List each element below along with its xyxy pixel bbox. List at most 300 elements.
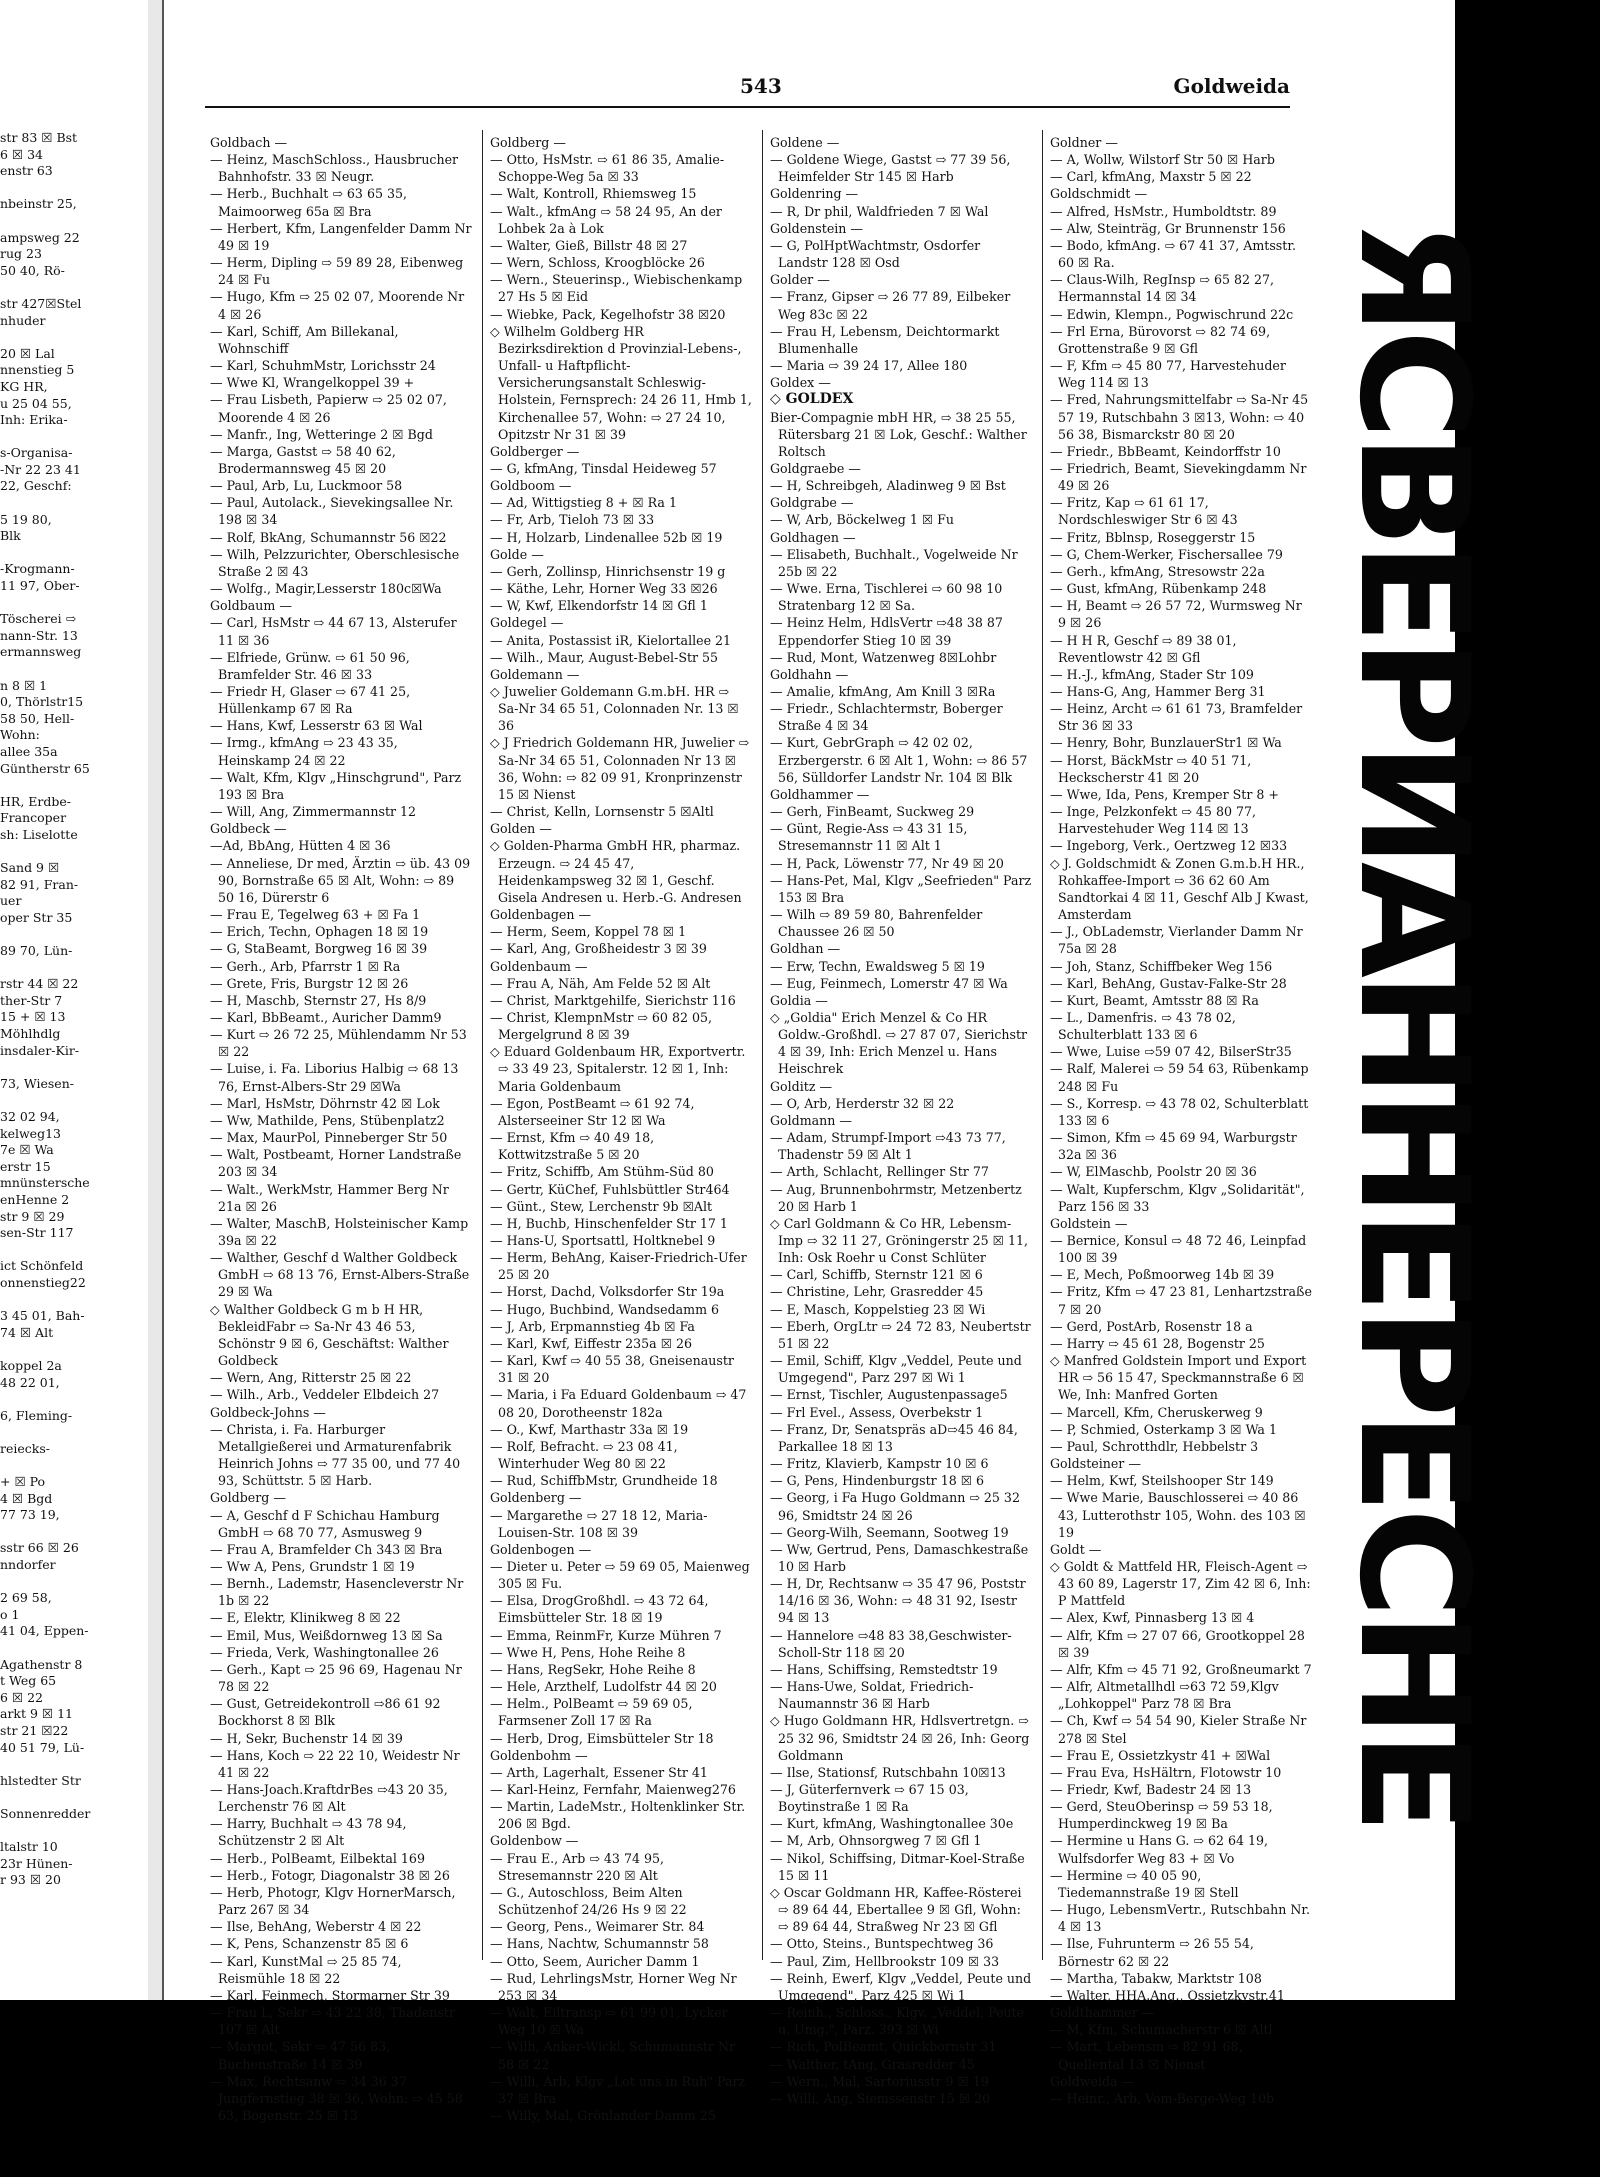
directory-entry: — Willi, Arb, Klgv „Lot uns in Ruh" Parz 37 ☒ Bra xyxy=(490,2073,746,2106)
directory-entry: — H, Schreibgeh, Aladinweg 9 ☒ Bst xyxy=(770,478,1006,494)
directory-entry: — Marcell, Kfm, Cheruskerweg 9 xyxy=(1050,1404,1263,1420)
prev-page-line: -Krogmann- xyxy=(0,561,75,577)
directory-entry: — O., Kwf, Marthastr 33a ☒ 19 xyxy=(490,1421,689,1437)
directory-entry: — Elfriede, Grünw. ⇨ 61 50 96, Bramfelder Str. 46 ☒ 33 xyxy=(210,649,410,682)
directory-entry: — Otto, HsMstr. ⇨ 61 86 35, Amalie-Schoppe-Weg 5a ☒ 33 xyxy=(490,152,725,185)
directory-entry: — Georg, Pens., Weimarer Str. 84 xyxy=(490,1919,705,1935)
directory-entry: ◇ Oscar Goldmann HR, Kaffee-Rösterei ⇨ 89 64 44, Ebertallee 9 ☒ Gfl, Wohn: ⇨ 89 64 44, Straßweg Nr 23 ☒ Gfl xyxy=(770,1884,1022,1935)
surname-heading: Goldenbow — xyxy=(490,1833,579,1849)
directory-entry: — Karl, BbBeamt., Auricher Damm9 xyxy=(210,1009,442,1025)
directory-entry: — Frau L, Sekr ⇨ 43 22 38, Thadenstr 107 ☒ Alt xyxy=(210,2005,455,2038)
prev-page-line: 15 + ☒ 13 xyxy=(0,1009,66,1025)
surname-heading: Goldstein — xyxy=(1050,1215,1128,1231)
directory-entry: — Gerh, FinBeamt, Suckweg 29 xyxy=(770,804,975,820)
directory-entry: — Gertr, KüChef, Fuhlsbüttler Str464 xyxy=(490,1181,730,1197)
prev-page-line: 5 19 80, xyxy=(0,511,52,527)
directory-entry: — Wolfg., Magir,Lesserstr 180c☒Wa xyxy=(210,581,442,597)
directory-entry: — W, Kwf, Elkendorfstr 14 ☒ Gfl 1 xyxy=(490,598,708,614)
prev-page-line: nann-Str. 13 xyxy=(0,627,78,643)
directory-entry: — H, Dr, Rechtsanw ⇨ 35 47 96, Poststr 14/16 ☒ 36, Wohn: ⇨ 48 31 92, Isestr 94 ☒ 13 xyxy=(770,1576,1026,1626)
directory-entry: — Frau Eva, HsHältrn, Flotowstr 10 xyxy=(1050,1764,1282,1780)
prev-page-line: Wohn: xyxy=(0,727,40,743)
prev-page-line: sstr 66 ☒ 26 xyxy=(0,1540,79,1556)
directory-entry: — S., Korresp. ⇨ 43 78 02, Schulterblatt 133 ☒ 6 xyxy=(1050,1095,1309,1128)
directory-entry: — Helm., PolBeamt ⇨ 59 69 05, Farmsener Zoll 17 ☒ Ra xyxy=(490,1696,693,1729)
directory-entry: — Fr, Arb, Tieloh 73 ☒ 33 xyxy=(490,512,655,528)
surname-heading: Goldberger — xyxy=(490,443,580,459)
directory-entry: ◇ Carl Goldmann & Co HR, Lebensm-Imp ⇨ 32 11 27, Gröningerstr 25 ☒ 11, Inh: Osk Roehr u Const Schlüter xyxy=(770,1215,1028,1266)
directory-entry: — H, Pack, Löwenstr 77, Nr 49 ☒ 20 xyxy=(770,855,1004,871)
prev-page-line: 6 ☒ 22 xyxy=(0,1689,44,1705)
directory-entry: — Wilh, Pelzzurichter, Oberschlesische Straße 2 ☒ 43 xyxy=(210,546,460,579)
surname-heading: Goldgrabe — xyxy=(770,495,854,511)
directory-entry: — Heinz Helm, HdlsVertr ⇨48 38 87 Eppendorfer Stieg 10 ☒ 39 xyxy=(770,615,1003,648)
prev-page-line: 58 50, Hell- xyxy=(0,710,75,726)
directory-entry: ◇ GOLDEX xyxy=(770,391,854,408)
directory-entry: — H.-J., kfmAng, Stader Str 109 xyxy=(1050,666,1254,682)
directory-entry: — Wilh., Maur, August-Bebel-Str 55 xyxy=(490,649,719,665)
directory-entry: — Gerh, Zollinsp, Hinrichsenstr 19 g xyxy=(490,563,726,579)
prev-page-line: kelweg13 xyxy=(0,1125,61,1141)
directory-entry: — Frl Erna, Bürovorst ⇨ 82 74 69, Grottenstraße 9 ☒ Gfl xyxy=(1050,323,1271,356)
prev-page-line xyxy=(0,1341,145,1358)
directory-entry: — Alw, Steinträg, Gr Brunnenstr 156 xyxy=(1050,220,1286,236)
directory-entry: — Christa, i. Fa. Harburger Metallgießerei und Armaturenfabrik Heinrich Johns ⇨ 77 35 00, und 77 40 93, Schüttstr. 5 ☒ Harb. xyxy=(210,1421,461,1489)
prev-page-line xyxy=(0,927,145,944)
directory-entry: ◇ Juwelier Goldemann G.m.bH. HR ⇨ Sa-Nr 34 65 51, Colonnaden Nr. 13 ☒ 36 xyxy=(490,684,739,734)
prev-page-line: nnenstieg 5 xyxy=(0,362,75,378)
directory-entry: — Egon, PostBeamt ⇨ 61 92 74, Alsterseeiner Str 12 ☒ Wa xyxy=(490,1095,695,1128)
directory-entry: — Heinr., Arb, Vom-Berge-Weg 10b xyxy=(1050,2090,1275,2106)
directory-entry: — Eug, Feinmech, Lomerstr 47 ☒ Wa xyxy=(770,975,1008,991)
directory-entry: — Hans-Uwe, Soldat, Friedrich-Naumannstr 36 ☒ Harb xyxy=(770,1679,974,1712)
directory-entry: — K, Pens, Schanzenstr 85 ☒ 6 xyxy=(210,1936,409,1952)
directory-entry: — Fritz, Schiffb, Am Stühm-Süd 80 xyxy=(490,1164,714,1180)
surname-heading: Goldner — xyxy=(1050,135,1118,150)
directory-entry: — Emil, Schiff, Klgv „Veddel, Peute und Umgegend", Parz 297 ☒ Wi 1 xyxy=(770,1353,1022,1386)
directory-entry: ◇ Wilhelm Goldberg HR Bezirksdirektion d Provinzial-Lebens-, Unfall- u Haftpflicht-Versicherungsanstalt Schleswig-Holstein, Fernsprech: 24 26 11, Hmb 1, Kirchenallee 57, Wohn: ⇨ 27 24 10, Opitzstr Nr 31 ☒ 39 xyxy=(490,323,752,442)
directory-entry: — H, Beamt ⇨ 26 57 72, Wurmsweg Nr 9 ☒ 26 xyxy=(1050,598,1302,631)
directory-entry: — Friedr., BbBeamt, Keindorffstr 10 xyxy=(1050,443,1281,459)
directory-entry: — Käthe, Lehr, Horner Weg 33 ☒26 xyxy=(490,581,718,597)
surname-heading: Goldt — xyxy=(1050,1541,1102,1557)
directory-entry: — Claus-Wilh, RegInsp ⇨ 65 82 27, Hermannstal 14 ☒ 34 xyxy=(1050,272,1275,305)
surname-heading: Goldene — xyxy=(770,135,840,150)
prev-page-line: 20 ☒ Lal xyxy=(0,345,55,361)
directory-entry: — Amalie, kfmAng, Am Knill 3 ☒Ra xyxy=(770,684,996,699)
prev-page-line: arkt 9 ☒ 11 xyxy=(0,1706,74,1722)
directory-entry: — Paul, Autolack., Sievekingsallee Nr. 198 ☒ 34 xyxy=(210,495,454,528)
directory-entry: — Hugo, Buchbind, Wandsedamm 6 xyxy=(490,1301,720,1317)
directory-entry: — G, Chem-Werker, Fischersallee 79 xyxy=(1050,546,1283,562)
directory-entry: — Walt, Kontroll, Rhiemsweg 15 xyxy=(490,186,697,202)
directory-entry: — Ww A, Pens, Grundstr 1 ☒ 19 xyxy=(210,1558,415,1574)
directory-entry: — Carl, kfmAng, Maxstr 5 ☒ 22 xyxy=(1050,169,1252,185)
directory-entry: — Fritz, Kap ⇨ 61 61 17, Nordschleswiger Str 6 ☒ 43 xyxy=(1050,495,1238,528)
prev-page-line: nndorfer xyxy=(0,1557,56,1573)
directory-entry: — Inge, Pelzkonfekt ⇨ 45 80 77, Harvestehuder Weg 114 ☒ 13 xyxy=(1050,804,1257,837)
prev-page-line xyxy=(0,844,145,861)
directory-entry: — Heinz, MaschSchloss., Hausbrucher Bahnhofstr. 33 ☒ Neugr. xyxy=(210,152,459,185)
page-header xyxy=(205,66,1290,106)
prev-page-line: 40 51 79, Lü- xyxy=(0,1739,85,1755)
directory-entry: — Ch, Kwf ⇨ 54 54 90, Kieler Straße Nr 278 ☒ Stel xyxy=(1050,1713,1307,1746)
prev-page-line xyxy=(0,1059,145,1076)
directory-entry: ◇ Hugo Goldmann HR, Hdlsvertretgn. ⇨ 25 32 96, Smidtstr 24 ☒ 26, Inh: Georg Goldmann xyxy=(770,1713,1030,1763)
prev-page-line: -Nr 22 23 41 xyxy=(0,461,81,477)
surname-heading: Goldmann — xyxy=(770,1112,853,1128)
prev-page-line: 0, Thörlstr15 xyxy=(0,694,84,710)
surname-heading: Goldthammer — xyxy=(1050,2005,1155,2021)
directory-entry: — Aug, Brunnenbohrmstr, Metzenbertz 20 ☒ Harb 1 xyxy=(770,1181,1022,1214)
directory-entry: — A, Geschf d F Schichau Hamburg GmbH ⇨ 68 70 77, Asmusweg 9 xyxy=(210,1507,440,1540)
directory-entry: — Friedr, Kwf, Badestr 24 ☒ 13 xyxy=(1050,1782,1252,1797)
directory-entry: — Karl, KunstMal ⇨ 25 85 74, Reismühle 18 ☒ 22 xyxy=(210,1953,402,1986)
prev-page-line: ict Schönfeld xyxy=(0,1258,84,1274)
directory-entry: — Walt, Kupferschm, Klgv „Solidarität", Parz 156 ☒ 33 xyxy=(1050,1181,1305,1214)
directory-entry: — Kurt, GebrGraph ⇨ 42 02 02, Erzbergerstr. 6 ☒ Alt 1, Wohn: ⇨ 86 57 56, Sülldorfer Landstr Nr. 104 ☒ Blk xyxy=(770,735,1028,785)
surname-heading: Goldhagen — xyxy=(770,529,856,545)
prev-page-line: reiecks- xyxy=(0,1440,50,1456)
directory-entry: — Hans-Joach.KraftdrBes ⇨43 20 35, Lerchenstr 76 ☒ Alt xyxy=(210,1782,448,1815)
directory-entry: — Georg, i Fa Hugo Goldmann ⇨ 25 32 96, Smidtstr 24 ☒ 26 xyxy=(770,1490,1020,1523)
prev-page-line: Möhlhdlg xyxy=(0,1026,61,1042)
directory-entry: — Herb, Drog, Eimsbütteler Str 18 xyxy=(490,1730,714,1746)
prev-page-line xyxy=(0,329,145,346)
header-rule xyxy=(205,106,1290,108)
prev-page-line: koppel 2a xyxy=(0,1357,62,1373)
directory-entry: — Paul, Zim, Hellbrookstr 109 ☒ 33 xyxy=(770,1953,1000,1969)
directory-entry: — Gust, Getreidekontroll ⇨86 61 92 Bockhorst 8 ☒ Blk xyxy=(210,1696,441,1729)
prev-page-line xyxy=(0,595,145,612)
directory-entry: — Hermine u Hans G. ⇨ 62 64 19, Wulfsdorfer Weg 83 + ☒ Vo xyxy=(1050,1833,1269,1866)
prev-page-line: str 427☒Stel xyxy=(0,295,82,311)
directory-entry: — Reinh, Ewerf, Klgv „Veddel, Peute und Umgegend", Parz 425 ☒ Wi 1 xyxy=(770,1970,1032,2003)
directory-entry: — Fred, Nahrungsmittelfabr ⇨ Sa-Nr 45 57 19, Rutschbahn 3 ☒13, Wohn: ⇨ 40 56 38, Bismarckstr 80 ☒ 20 xyxy=(1050,392,1309,442)
directory-entry: — Christ, KlempnMstr ⇨ 60 82 05, Mergelgrund 8 ☒ 39 xyxy=(490,1009,713,1043)
surname-heading: Golde — xyxy=(490,546,544,562)
prev-page-line: oper Str 35 xyxy=(0,909,73,925)
directory-entry: — H H R, Geschf ⇨ 89 38 01, Reventlowstr 42 ☒ Gfl xyxy=(1050,632,1237,665)
surname-heading: Goldbach — xyxy=(210,135,288,150)
directory-entry: — Wwe Kl, Wrangelkoppel 39 + xyxy=(210,375,415,391)
directory-entry: — Simon, Kfm ⇨ 45 69 94, Warburgstr 32a ☒ 36 xyxy=(1050,1130,1297,1163)
directory-entry: — Fritz, Bblnsp, Roseggerstr 15 xyxy=(1050,529,1256,545)
prev-page-line: Sonnenredder xyxy=(0,1805,91,1821)
directory-entry: — Eberh, OrgLtr ⇨ 24 72 83, Neubertstr 51 ☒ 22 xyxy=(770,1318,1031,1351)
column-divider xyxy=(1042,130,1043,1960)
column-divider xyxy=(762,130,763,1960)
directory-entry: — Max, Rechtsanw ⇨ 34 36 37 Jungfernstieg 38 ☒ 36, Wohn: ⇨ 45 58 63, Bogenstr. 25 ☒ 13 xyxy=(210,2073,463,2123)
directory-entry: — Frau E., Arb ⇨ 43 74 95, Stresemannstr 220 ☒ Alt xyxy=(490,1850,665,1883)
directory-entry: — Edwin, Klempn., Pogwischrund 22c xyxy=(1050,306,1294,322)
prev-page-line: Blk xyxy=(0,528,21,544)
directory-entry: — Rolf, Befracht. ⇨ 23 08 41, Winterhuder Weg 80 ☒ 22 xyxy=(490,1438,678,1472)
directory-entry: — J., ObLademstr, Vierlander Damm Nr 75a ☒ 28 xyxy=(1050,924,1303,957)
directory-entry: — E, Mech, Poßmoorweg 14b ☒ 39 xyxy=(1050,1267,1275,1283)
prev-page-line: sh: Liselotte xyxy=(0,826,78,842)
directory-entry: — Ww, Gertrud, Pens, Damaschkestraße 10 ☒ Harb xyxy=(770,1541,1029,1574)
surname-heading: Goldenbogen — xyxy=(490,1541,592,1557)
prev-page-line xyxy=(0,545,145,562)
directory-entry: — Irmg., kfmAng ⇨ 23 43 35, Heinskamp 24 ☒ 22 xyxy=(210,735,398,768)
directory-entry: — Rud, SchiffbMstr, Grundheide 18 xyxy=(490,1473,718,1489)
directory-entry: — Frau A, Bramfelder Ch 343 ☒ Bra xyxy=(210,1541,443,1557)
directory-entry: ◇ Eduard Goldenbaum HR, Exportvertr. ⇨ 33 49 23, Spitalerstr. 12 ☒ 1, Inh: Maria Goldenbaum xyxy=(490,1044,746,1094)
prev-page-line xyxy=(0,1823,145,1840)
surname-heading: Golden — xyxy=(490,821,552,837)
prev-page-line: onnenstieg22 xyxy=(0,1274,86,1290)
prev-page-line xyxy=(0,1524,145,1541)
prev-page-line: nhuder xyxy=(0,312,46,328)
directory-entry: — Elisabeth, Buchhalt., Vogelweide Nr 25b ☒ 22 xyxy=(770,546,1018,579)
directory-entry: — Wilh, Anker-Wickl, Schumannstr Nr 58 ☒ 22 xyxy=(490,2039,735,2072)
directory-entry: — Walter, HHA.Ang., Ossietzkystr.41 xyxy=(1050,1987,1285,2003)
directory-entry: — G, Pens, Hindenburgstr 18 ☒ 6 xyxy=(770,1473,985,1489)
directory-entry: — Hannelore ⇨48 83 38,Geschwister-Scholl-Str 118 ☒ 20 xyxy=(770,1627,1012,1660)
directory-entry: — G, PolHptWachtmstr, Osdorfer Landstr 128 ☒ Osd xyxy=(770,237,981,271)
prev-page-line: 48 22 01, xyxy=(0,1374,60,1390)
surname-heading: Goldberg — xyxy=(490,135,566,150)
surname-heading: Goldegel — xyxy=(490,615,564,631)
directory-entry: — Walther, Geschf d Walther Goldbeck GmbH ⇨ 68 13 76, Ernst-Albers-Straße 29 ☒ Wa xyxy=(210,1250,470,1300)
directory-entry: — M, Arb, Ohnsorgweg 7 ☒ Gfl 1 xyxy=(770,1833,982,1849)
directory-entry: — Wilh ⇨ 89 59 80, Bahrenfelder Chaussee 26 ☒ 50 xyxy=(770,907,983,940)
directory-entry: — M, Kfm, Schumacherstr 6 ☒ Altl xyxy=(1050,2022,1273,2038)
prev-page-line: r 93 ☒ 20 xyxy=(0,1872,61,1888)
directory-entry: — Anita, Postassist iR, Kielortallee 21 xyxy=(490,632,732,648)
directory-entry: — H, Maschb, Sternstr 27, Hs 8/9 xyxy=(210,992,427,1008)
directory-entry: — R, Dr phil, Waldfrieden 7 ☒ Wal xyxy=(770,203,989,219)
directory-entry: — Margot, Sekr ⇨ 47 56 83, Buchenstraße 14 ☒ 39 xyxy=(210,2039,391,2072)
surname-heading: Goldbeck-Johns — xyxy=(210,1404,326,1420)
directory-entry: — Marl, HsMstr, Döhrnstr 42 ☒ Lok xyxy=(210,1095,440,1111)
directory-column-3 xyxy=(770,134,1032,2107)
directory-entry: — Hans, RegSekr, Hohe Reihe 8 xyxy=(490,1661,696,1677)
prev-page-line: 22, Geschf: xyxy=(0,478,72,494)
directory-entry: — Will, Ang, Zimmermannstr 12 xyxy=(210,804,417,820)
prev-page-line: + ☒ Po xyxy=(0,1474,46,1490)
directory-entry: — Karl, Kwf, Eiffestr 235a ☒ 26 xyxy=(490,1335,693,1351)
directory-entry: — Alfr, Altmetallhdl ⇨63 72 59,Klgv „Lohkoppel" Parz 78 ☒ Bra xyxy=(1050,1679,1279,1712)
directory-entry: — Gerd, SteuOberinsp ⇨ 59 53 18, Humperdinckweg 19 ☒ Ba xyxy=(1050,1799,1273,1832)
surname-heading: Goldhammer — xyxy=(770,786,870,802)
prev-page-line xyxy=(0,1292,145,1309)
surname-heading: Goldenbagen — xyxy=(490,907,592,923)
prev-page-line xyxy=(0,429,145,446)
surname-heading: Goldenberg — xyxy=(490,1490,582,1506)
prev-page-line: 77 73 19, xyxy=(0,1507,60,1523)
directory-entry: — Herb, Photogr, Klgv HornerMarsch, Parz 267 ☒ 34 xyxy=(210,1884,456,1918)
prev-page-line xyxy=(0,180,145,197)
directory-entry: ◇ Walther Goldbeck G m b H HR, BekleidFabr ⇨ Sa-Nr 43 46 53, Schönstr 9 ☒ 6, Geschäftst: Walther Goldbeck xyxy=(210,1301,449,1369)
prev-page-line: HR, Erdbe- xyxy=(0,793,71,809)
prev-page-line xyxy=(0,1574,145,1591)
directory-entry: — Margarethe ⇨ 27 18 12, Maria-Louisen-Str. 108 ☒ 39 xyxy=(490,1507,708,1540)
directory-entry: — E, Masch, Koppelstieg 23 ☒ Wi xyxy=(770,1301,986,1317)
prev-page-line xyxy=(0,279,145,296)
prev-page-line: enHenne 2 xyxy=(0,1192,70,1207)
directory-entry: — Paul, Arb, Lu, Luckmoor 58 xyxy=(210,478,403,494)
surname-heading: Goldex — xyxy=(770,375,831,391)
directory-entry: — Herb., PolBeamt, Eilbektal 169 xyxy=(210,1850,425,1866)
prev-page-line: KG HR, xyxy=(0,378,48,394)
prev-page-line xyxy=(0,777,145,794)
directory-entry: — Ralf, Malerei ⇨ 59 54 63, Rübenkamp 248 ☒ Fu xyxy=(1050,1061,1309,1094)
directory-entry: — Ad, Wittigstieg 8 + ☒ Ra 1 xyxy=(490,495,677,511)
directory-entry: — Marga, Gastst ⇨ 58 40 62, Brodermannsweg 45 ☒ 20 xyxy=(210,443,396,476)
directory-entry: — Ingeborg, Verk., Oertzweg 12 ☒33 xyxy=(1050,838,1288,854)
directory-entry: — Karl, Feinmech, Stormarner Str 39 xyxy=(210,1987,450,2003)
directory-entry: — Frau E, Tegelweg 63 + ☒ Fa 1 xyxy=(210,907,421,923)
surname-heading: Golder — xyxy=(770,272,830,288)
directory-entry: — Mart, Lebensm ⇨ 82 91 68, Quellental 13 ☒ Nienst xyxy=(1050,2039,1243,2072)
prev-page-line: s-Organisa- xyxy=(0,445,73,461)
directory-entry: — L., Damenfris. ⇨ 43 78 02, Schulterblatt 133 ☒ 6 xyxy=(1050,1009,1236,1043)
prev-page-line: insdaler-Kir- xyxy=(0,1042,80,1058)
prev-page-line: 3 45 01, Bah- xyxy=(0,1308,85,1324)
prev-page-line: str 21 ☒22 xyxy=(0,1723,69,1738)
directory-entry: — Christine, Lehr, Grasredder 45 xyxy=(770,1284,984,1300)
directory-entry: — Ilse, Stationsf, Rutschbahn 10☒13 xyxy=(770,1764,1006,1780)
directory-entry: ◇ J. Goldschmidt & Zonen G.m.b.H HR., Rohkaffee-Import ⇨ 36 62 60 Am Sandtorkai 4 ☒ 11, Geschf Alb J Kwast, Amsterdam xyxy=(1050,855,1309,923)
directory-entry: — Dieter u. Peter ⇨ 59 69 05, Maienweg 305 ☒ Fu. xyxy=(490,1558,750,1592)
directory-entry: — Otto, Seem, Auricher Damm 1 xyxy=(490,1953,700,1969)
directory-entry: — Wern., Steuerinsp., Wiebischenkamp 27 Hs 5 ☒ Eid xyxy=(490,272,743,305)
surname-heading: Goldbaum — xyxy=(210,598,292,614)
directory-entry: — Gerh., Arb, Pfarrstr 1 ☒ Ra xyxy=(210,958,401,974)
prev-page-line: mnünstersche xyxy=(0,1175,90,1191)
prev-page-line: nbeinstr 25, xyxy=(0,196,77,212)
directory-entry: — Herm, Seem, Koppel 78 ☒ 1 xyxy=(490,924,687,940)
prev-page-line: Francoper xyxy=(0,810,67,826)
directory-entry: — Ilse, Fuhrunterm ⇨ 26 55 54, Börnestr 62 ☒ 22 xyxy=(1050,1936,1254,1969)
prev-page-line: enstr 63 xyxy=(0,163,53,179)
prev-page-line: 89 70, Lün- xyxy=(0,943,73,959)
directory-entry: — Walt, Kfm, Klgv „Hinschgrund", Parz 193 ☒ Bra xyxy=(210,769,462,802)
directory-entry: — Joh, Stanz, Schiffbeker Weg 156 xyxy=(1050,958,1273,974)
directory-entry: — Christ, Kelln, Lornsenstr 5 ☒Altl xyxy=(490,804,714,820)
directory-entry: — Alfr, Kfm ⇨ 27 07 66, Grootkoppel 28 ☒ 39 xyxy=(1050,1627,1305,1660)
directory-entry: — Arth, Lagerhalt, Essener Str 41 xyxy=(490,1764,708,1780)
directory-entry: — Herb., Buchhalt ⇨ 63 65 35, Maimoorweg 65a ☒ Bra xyxy=(210,186,408,219)
prev-page-line: rug 23 xyxy=(0,246,42,262)
directory-entry: — Rud, Mont, Watzenweg 8☒Lohbr xyxy=(770,649,997,665)
directory-entry: — Herb., Fotogr, Diagonalstr 38 ☒ 26 xyxy=(210,1867,450,1883)
prev-page-line: allee 35a xyxy=(0,743,58,759)
prev-page-line: n 8 ☒ 1 xyxy=(0,677,48,693)
directory-entry: — Karl, BehAng, Gustav-Falke-Str 28 xyxy=(1050,975,1287,991)
directory-entry: — Adam, Strumpf-Import ⇨43 73 77, Thadenstr 59 ☒ Alt 1 xyxy=(770,1130,1006,1163)
surname-heading: Goldenbaum — xyxy=(490,958,588,974)
directory-entry: — Grete, Fris, Burgstr 12 ☒ 26 xyxy=(210,975,409,991)
prev-page-line xyxy=(0,1789,145,1806)
column-divider xyxy=(482,130,483,1960)
prev-page-line xyxy=(0,661,145,678)
directory-entry: — Harry, Buchhalt ⇨ 43 78 94, Schützenstr 2 ☒ Alt xyxy=(210,1816,407,1849)
surname-heading: Goldhahn — xyxy=(770,666,849,682)
book-gutter xyxy=(148,0,164,2000)
directory-entry: — Friedrich, Beamt, Sievekingdamm Nr 49 ☒ 26 xyxy=(1050,460,1307,494)
surname-heading: Goldia — xyxy=(770,992,828,1008)
directory-entry: — Walt., kfmAng ⇨ 58 24 95, An der Lohbek 2a à Lok xyxy=(490,203,722,236)
prev-page-line: 7e ☒ Wa xyxy=(0,1142,54,1158)
directory-entry: — Hans-G, Ang, Hammer Berg 31 xyxy=(1050,684,1266,699)
surname-heading: Goldbeck — xyxy=(210,821,287,837)
directory-column-1 xyxy=(210,134,472,2124)
directory-entry: — Horst, Dachd, Volksdorfer Str 19a xyxy=(490,1284,725,1300)
surname-heading: Goldhan — xyxy=(770,941,841,957)
surname-heading: Goldweida — xyxy=(1050,2073,1135,2089)
prev-page-line xyxy=(0,960,145,977)
prev-page-line: 2 69 58, xyxy=(0,1590,52,1606)
directory-entry: ◇ Golden-Pharma GmbH HR, pharmaz. Erzeugn. ⇨ 24 45 47, Heidenkampsweg 32 ☒ 1, Geschf. Gisela Andresen u. Herb.-G. Andresen xyxy=(490,838,742,905)
directory-entry: — Walter, MaschB, Holsteinischer Kamp 39a ☒ 22 xyxy=(210,1215,469,1248)
directory-entry: — G, StaBeamt, Borgweg 16 ☒ 39 xyxy=(210,941,428,957)
prev-page-line: Agathenstr 8 xyxy=(0,1656,83,1672)
directory-entry: — Max, MaurPol, Pinneberger Str 50 xyxy=(210,1130,448,1146)
directory-entry: — Hugo, Kfm ⇨ 25 02 07, Moorende Nr 4 ☒ 26 xyxy=(210,289,465,322)
directory-entry: — Bernh., Lademstr, Hasencleverstr Nr 1b ☒ 22 xyxy=(210,1576,464,1609)
directory-entry: —Ad, BbAng, Hütten 4 ☒ 36 xyxy=(210,838,391,854)
prev-page-line xyxy=(0,213,145,230)
directory-entry: — Ww, Mathilde, Pens, Stübenplatz2 xyxy=(210,1112,445,1128)
directory-entry: — A, Wollw, Wilstorf Str 50 ☒ Harb xyxy=(1050,152,1275,168)
directory-entry: — Wern, Ang, Ritterstr 25 ☒ 22 xyxy=(210,1370,412,1386)
directory-entry: — Frieda, Verk, Washingtonallee 26 xyxy=(210,1644,439,1660)
prev-page-line: 23r Hünen- xyxy=(0,1855,73,1871)
directory-entry: — H, Holzarb, Lindenallee 52b ☒ 19 xyxy=(490,529,723,545)
directory-entry: — Willi, Ang, Siemssenstr 15 ☒ 20 xyxy=(770,2090,991,2106)
prev-page-line: u 25 04 55, xyxy=(0,395,72,411)
directory-entry: ◇ „Goldia" Erich Menzel & Co HR Goldw.-Großhdl. ⇨ 27 87 07, Sierichstr 4 ☒ 39, Inh: Erich Menzel u. Hans Heischrek xyxy=(770,1009,1028,1077)
prev-page-line: 6 ☒ 34 xyxy=(0,146,44,162)
directory-entry: — Hans, Koch ⇨ 22 22 10, Weidestr Nr 41 ☒ 22 xyxy=(210,1747,460,1780)
page-number: 543 xyxy=(740,74,782,98)
prev-page-line: str 83 ☒ Bst xyxy=(0,130,78,145)
directory-entry: — Karl, Kwf ⇨ 40 55 38, Gneisenaustr 31 ☒ 20 xyxy=(490,1353,734,1386)
prev-page-line xyxy=(0,495,145,512)
directory-entry: — Alex, Kwf, Pinnasberg 13 ☒ 4 xyxy=(1050,1610,1255,1626)
surname-heading: Goldenbohm — xyxy=(490,1747,588,1763)
directory-entry: — Bernice, Konsul ⇨ 48 72 46, Leinpfad 100 ☒ 39 xyxy=(1050,1233,1307,1266)
directory-entry: — Hans, Schiffsing, Remstedtstr 19 xyxy=(770,1661,998,1677)
directory-entry: — H, Buchb, Hinschenfelder Str 17 1 xyxy=(490,1215,728,1231)
directory-entry: — Herbert, Kfm, Langenfelder Damm Nr 49 ☒ 19 xyxy=(210,220,472,253)
directory-entry: — Günt., Stew, Lerchenstr 9b ☒Alt xyxy=(490,1198,713,1214)
directory-entry: — Franz, Dr, Senatspräs aD⇨45 46 84, Parkallee 18 ☒ 13 xyxy=(770,1421,1018,1454)
directory-entry: — Georg-Wilh, Seemann, Sootweg 19 xyxy=(770,1524,1009,1540)
directory-entry: — Helm, Kwf, Steilshooper Str 149 xyxy=(1050,1473,1274,1489)
surname-heading: Goldemann — xyxy=(490,666,580,682)
directory-entry: — Gerh., kfmAng, Stresowstr 22a xyxy=(1050,563,1265,579)
prev-page-line: ermannsweg xyxy=(0,644,82,660)
directory-entry: — Maria, i Fa Eduard Goldenbaum ⇨ 47 08 20, Dorotheenstr 182a xyxy=(490,1387,747,1420)
directory-entry: — Karl, Ang, Großheidestr 3 ☒ 39 xyxy=(490,941,707,957)
directory-entry: — Goldene Wiege, Gastst ⇨ 77 39 56, Heimfelder Str 145 ☒ Harb xyxy=(770,152,1011,185)
directory-entry: ◇ Manfred Goldstein Import und Export HR ⇨ 56 15 47, Speckmannstraße 6 ☒ We, Inh: Manfred Gorten xyxy=(1050,1353,1307,1403)
prev-page-line xyxy=(0,1640,145,1657)
prev-page-line: sen-Str 117 xyxy=(0,1225,74,1241)
directory-entry: — Elsa, DrogGroßhdl. ⇨ 43 72 64, Eimsbütteler Str. 18 ☒ 19 xyxy=(490,1593,709,1626)
prev-page-line: o 1 xyxy=(0,1606,20,1622)
prev-page-line xyxy=(0,1092,145,1109)
directory-entry: — Friedr., Schlachtermstr, Boberger Straße 4 ☒ 34 xyxy=(770,701,1003,734)
directory-entry: — Manfr., Ing, Wetteringe 2 ☒ Bgd xyxy=(210,426,433,442)
directory-entry: — Franz, Gipser ⇨ 26 77 89, Eilbeker Weg 83c ☒ 22 xyxy=(770,289,1011,322)
prev-page-line: str 9 ☒ 29 xyxy=(0,1208,65,1224)
prev-page-line: Töscherei ⇨ xyxy=(0,611,77,627)
